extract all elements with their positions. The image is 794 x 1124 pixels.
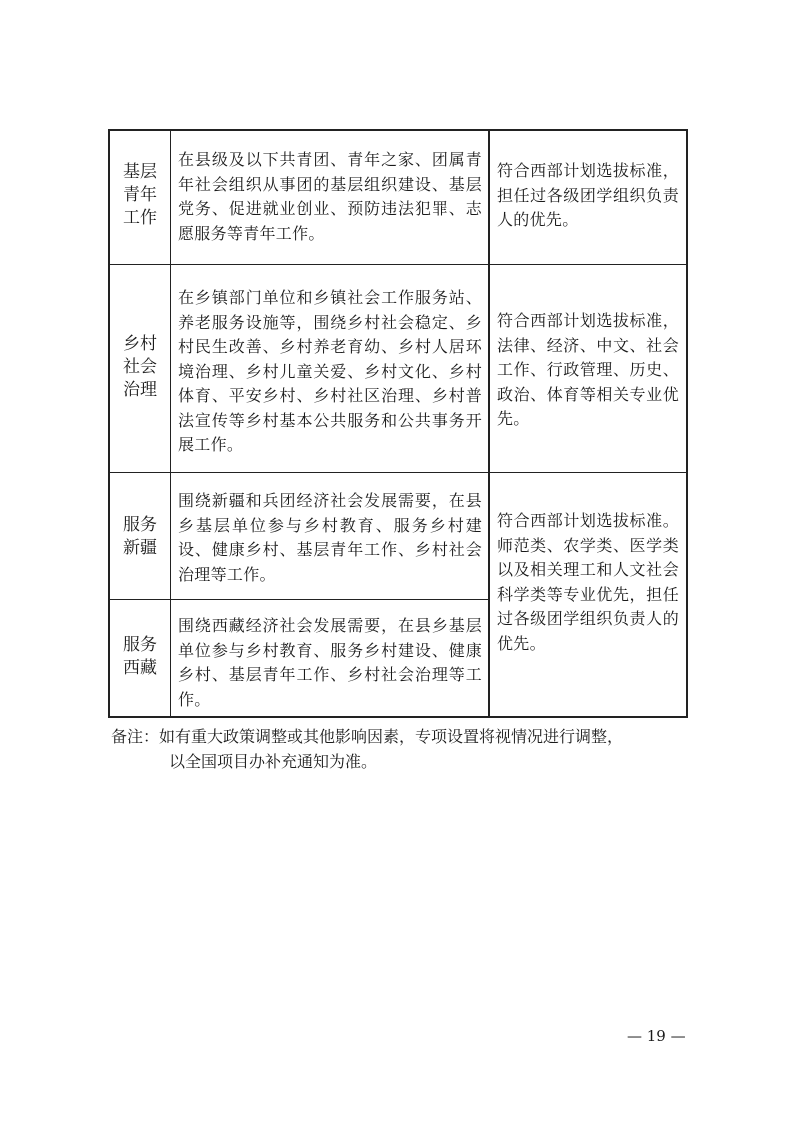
footnote-line: 以全国项目办补充通知为准。 xyxy=(169,752,378,771)
row-divider xyxy=(108,472,688,473)
description-cell: 围绕新疆和兵团经济社会发展需要，在县乡基层单位参与乡村教育、服务乡村建设、健康乡村、基层青年工作、乡村社会治理等工作。 xyxy=(178,491,482,584)
category-line: 基层 xyxy=(123,162,157,182)
row-divider xyxy=(108,599,489,600)
row-divider xyxy=(108,264,688,265)
project-table xyxy=(108,129,688,717)
footnote-line: 备注：如有重大政策调整或其他影响因素，专项设置将视情况进行调整， xyxy=(111,727,624,746)
table-border-bottom xyxy=(108,716,688,718)
category-cell xyxy=(110,634,170,680)
column-divider xyxy=(488,129,490,717)
category-line: 社会 xyxy=(123,357,157,377)
description-cell: 在县级及以下共青团、青年之家、团属青年社会组织从事团的基层组织建设、基层党务、促进就业创业、预防违法犯罪、志愿服务等青年工作。 xyxy=(178,150,482,243)
column-divider xyxy=(170,129,171,717)
category-line: 乡村 xyxy=(123,334,157,354)
category-cell xyxy=(110,161,170,230)
category-line: 服务 xyxy=(123,515,157,535)
shared-requirement-cell: 符合西部计划选拔标准。师范类、农学类、医学类以及相关理工和人文社会科学类等专业优先，担任过各级团学组织负责人的优先。 xyxy=(497,511,679,653)
category-line: 西藏 xyxy=(123,658,157,678)
table-border-right xyxy=(686,129,688,717)
requirement-cell: 符合西部计划选拔标准，法律、经济、中文、社会工作、行政管理、历史、政治、体育等相关专业优先。 xyxy=(497,311,679,428)
footnote xyxy=(111,724,701,774)
description-cell: 围绕西藏经济社会发展需要，在县乡基层单位参与乡村教育、服务乡村建设、健康乡村、基层青年工作、乡村社会治理等工作。 xyxy=(178,616,482,709)
requirement-cell: 符合西部计划选拔标准，担任过各级团学组织负责人的优先。 xyxy=(497,161,679,229)
category-line: 工作 xyxy=(123,208,157,228)
category-line: 青年 xyxy=(123,185,157,205)
category-line: 服务 xyxy=(123,635,157,655)
page-number: — 19 — xyxy=(627,1027,686,1045)
category-cell xyxy=(110,514,170,560)
table-border-top xyxy=(108,129,688,131)
category-line: 治理 xyxy=(123,380,157,400)
category-line: 新疆 xyxy=(123,538,157,558)
description-cell: 在乡镇部门单位和乡镇社会工作服务站、养老服务设施等，围绕乡村社会稳定、乡村民生改善、乡村养老育幼、乡村人居环境治理、乡村儿童关爱、乡村文化、乡村体育、平安乡村、乡村社区治理、乡村普法宣传等乡村基本公共服务和公共事务开展工作。 xyxy=(178,288,482,454)
category-cell xyxy=(110,333,170,402)
